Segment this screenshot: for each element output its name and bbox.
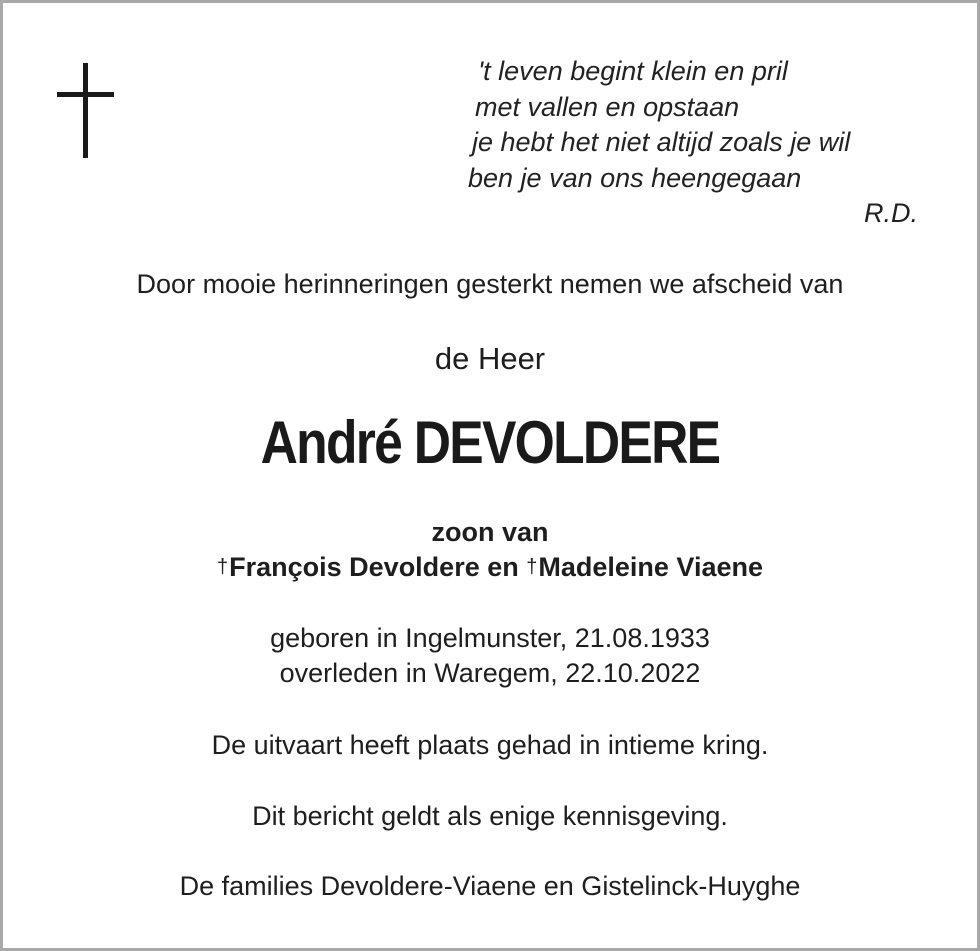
father-name: François Devoldere [229,552,480,582]
deceased-name: André DEVOLDERE [260,409,720,476]
poem-line-4: ben je van ons heengegaan [468,162,802,193]
honorific-title: de Heer [434,341,546,376]
birth-info: geboren in Ingelmunster, 21.08.1933 [270,623,710,653]
relation-text: zoon van [431,517,549,547]
intro-text: Door mooie herinneringen gesterkt nemen we afscheid van [136,269,844,299]
families-signature: De families Devoldere-Viaene en Gistelinck-Huyghe [179,871,801,901]
cross-vertical-bar [83,63,88,158]
parents-line [0,550,980,584]
poem-line-1: 't leven begint klein en pril [478,56,788,86]
cross-horizontal-bar [57,92,114,97]
cross-icon [57,63,114,158]
dagger-icon: † [217,556,229,578]
funeral-info: De uitvaart heeft plaats gehad in intieme kring. [211,730,769,760]
poem-line-3: je hebt het niet altijd zoals je wil [472,127,851,157]
mother-name: Madeleine Viaene [538,552,763,582]
dagger-icon: † [526,556,538,578]
death-info: overleden in Waregem, 22.10.2022 [279,658,701,688]
poem-line-2: met vallen en opstaan [475,91,740,122]
parents-conjunction: en [487,552,519,582]
poem-author: R.D. [864,198,918,228]
notice-text: Dit bericht geldt als enige kennisgeving. [252,801,728,831]
